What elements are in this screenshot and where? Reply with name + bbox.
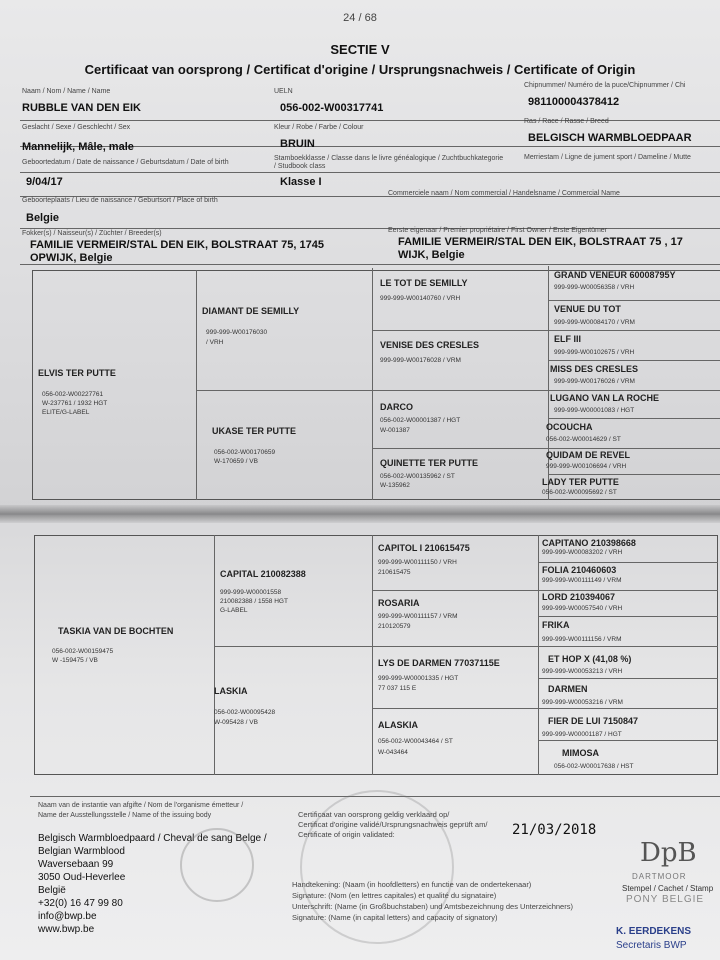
- sd-name: UKASE TER PUTTE: [212, 426, 297, 436]
- signature-label-1: Handtekening: (Naam (in hoofdletters) en functie van de ondertekenaar): [292, 880, 532, 889]
- grid-line: [538, 562, 718, 563]
- owner-label: Eerste eigenaar / Premier propriétaire / First Owner / Erste Eigentümer: [388, 227, 608, 234]
- sire-gg-2-id: 999-999-W00084170 / VRM: [554, 319, 635, 326]
- sdd-id: 056-002-W00135962 / ST: [380, 473, 455, 480]
- studbook-value: Klasse I: [280, 176, 322, 188]
- issuer-line: info@bwp.be: [38, 911, 97, 922]
- ueln-value: 056-002-W00317741: [280, 102, 384, 114]
- certificate-title: Certificaat van oorsprong / Certificat d'origine / Ursprungsnachweis / Certificate of Origin: [84, 62, 636, 77]
- bwp-stamp-seal: [180, 828, 254, 902]
- grid-line: [372, 590, 718, 591]
- studbook-label: Stamboekklasse / Classe dans le livre généalogique / Zuchtbuchkategorie / Studbook class: [274, 155, 504, 170]
- sire-gg-8-name: LADY TER PUTTE: [542, 477, 619, 487]
- sds-info: W-001387: [380, 427, 410, 434]
- commercial-name-label: Commerciele naam / Nom commercial / Handelsname / Commercial Name: [388, 190, 620, 197]
- dsd-info: 210120579: [378, 623, 411, 630]
- validated-label-1: Certificaat van oorsprong geldig verklaard op/: [298, 810, 450, 819]
- dam-gg-5-id: 999-999-W00053213 / VRH: [542, 668, 623, 675]
- ssd-name: VENISE DES CRESLES: [380, 340, 480, 350]
- sire-gg-1-id: 999-999-W00056358 / VRH: [554, 284, 635, 291]
- ds-name: CAPITAL 210082388: [220, 569, 306, 579]
- signature-label-3: Unterschrift: (Name (in Großbuchstaben) und Amtsbezeichnung des Unterzeichners): [292, 902, 573, 911]
- dam-gg-4-name: FRIKA: [542, 620, 570, 630]
- ds-label: G-LABEL: [220, 607, 248, 614]
- dam-gg-2-name: FOLIA 210460603: [542, 565, 617, 575]
- colour-value: BRUIN: [280, 138, 315, 150]
- dsd-name: ROSARIA: [378, 598, 420, 608]
- dam-studbook: W -159475 / VB: [52, 657, 98, 664]
- grid-line: [372, 330, 720, 331]
- sire-gg-3-id: 999-999-W00102675 / VRH: [554, 349, 635, 356]
- dam-gg-4-id: 999-999-W00111156 / VRM: [542, 636, 622, 643]
- dsd-id: 999-999-W00111157 / VRM: [378, 613, 458, 620]
- sire-gg-3-name: ELF III: [554, 334, 581, 344]
- signature-label-2: Signature: (Nom (en lettres capitales) et qualité du signataire): [292, 891, 497, 900]
- grid-line: [548, 418, 720, 419]
- grid-line: [214, 646, 718, 647]
- dam-gg-2-id: 999-999-W00111149 / VRM: [542, 577, 622, 584]
- horse-name: RUBBLE VAN DEN EIK: [22, 102, 141, 114]
- sdd-info: W-135962: [380, 482, 410, 489]
- dob-value: 9/04/17: [26, 176, 63, 188]
- issuer-line: Waversebaan 99: [38, 859, 114, 870]
- issuer-line: +32(0) 16 47 99 80: [38, 898, 123, 909]
- sire-gg-5-id: 999-999-W00001083 / HGT: [554, 407, 635, 414]
- sire-gg-1-name: GRAND VENEUR 60008795Y: [554, 270, 676, 280]
- breed-label: Ras / Race / Rasse / Breed: [524, 118, 609, 125]
- sire-gg-4-name: MISS DES CRESLES: [550, 364, 639, 374]
- page-fold: [0, 505, 720, 523]
- sire-gg-6-name: OCOUCHA: [546, 422, 593, 432]
- dam-name: TASKIA VAN DE BOCHTEN: [58, 626, 174, 636]
- sire-studbook: W-237761 / 1932 HGT: [42, 400, 108, 407]
- dam-line-label: Merriestam / Ligne de jument sport / Dameline / Mutte: [524, 154, 691, 161]
- dd-id: 056-002-W00095428: [214, 709, 276, 716]
- validated-label-2: Certificat d'origine validé/Ursprungsnachweis geprüft am/: [298, 820, 488, 829]
- sire-gg-7-id: 999-999-W00106694 / VRH: [546, 463, 627, 470]
- validated-label-3: Certificate of origin validated:: [298, 830, 395, 839]
- sex-label: Geslacht / Sexe / Geschlecht / Sex: [22, 124, 131, 131]
- dam-gg-1-id: 999-999-W00083202 / VRH: [542, 549, 623, 556]
- issuer-line: Belgian Warmblood: [38, 846, 125, 857]
- issuer-line: België: [38, 885, 66, 896]
- ddd-info: W-043464: [378, 749, 408, 756]
- ueln-label: UELN: [274, 88, 293, 95]
- sdd-name: QUINETTE TER PUTTE: [380, 458, 479, 468]
- dss-info: 210615475: [378, 569, 411, 576]
- dss-id: 999-999-W00111150 / VRH: [378, 559, 457, 566]
- grid-line: [196, 390, 720, 391]
- grid-line: [548, 474, 720, 475]
- sire-gg-8-id: 056-002-W00095692 / ST: [542, 489, 617, 496]
- dob-label: Geboortedatum / Date de naissance / Geburtsdatum / Date of birth: [22, 159, 229, 166]
- grid-line: [538, 740, 718, 741]
- dam-gg-6-id: 999-999-W00053216 / VRM: [542, 699, 623, 706]
- dds-id: 999-999-W00001335 / HGT: [378, 675, 459, 682]
- pob-value: Belgie: [26, 212, 60, 224]
- sex-value: Mannelijk, Mâle, male: [22, 141, 134, 153]
- sss-name: LE TOT DE SEMILLY: [380, 278, 468, 288]
- sire-name: ELVIS TER PUTTE: [38, 368, 116, 378]
- grid-line: [372, 535, 373, 775]
- grid-line: [20, 172, 720, 173]
- pob-label: Geboorteplaats / Lieu de naissance / Geburtsort / Place of birth: [22, 197, 218, 204]
- ds-id: 999-999-W00001558: [220, 589, 282, 596]
- dpb-logo-line-2: PONY BELGIE: [626, 894, 705, 905]
- issuer-line: Belgisch Warmbloedpaard / Cheval de sang Belge /: [38, 833, 267, 844]
- grid-line: [20, 228, 720, 229]
- sire-gg-2-name: VENUE DU TOT: [554, 304, 621, 314]
- dds-info: 77 037 115 E: [378, 685, 417, 692]
- ssd-id: 999-999-W00176028 / VRM: [380, 357, 461, 364]
- stamp-label: Stempel / Cachet / Stamp: [622, 884, 714, 893]
- grid-line: [538, 678, 718, 679]
- sd-id: 056-002-W00170659: [214, 449, 276, 456]
- dd-name: LASKIA: [214, 686, 248, 696]
- colour-label: Kleur / Robe / Farbe / Colour: [274, 124, 364, 131]
- signer-title: Secretaris BWP: [616, 940, 687, 951]
- dam-gg-6-name: DARMEN: [548, 684, 588, 694]
- issuer-label-2: Name der Ausstellungsstelle / Name of the issuing body: [38, 812, 212, 819]
- ss-name: DIAMANT DE SEMILLY: [202, 306, 300, 316]
- grid-line: [214, 535, 215, 775]
- breeder-label: Fokker(s) / Naisseur(s) / Züchter / Breeder(s): [22, 230, 162, 237]
- dam-gg-1-name: CAPITANO 210398668: [542, 538, 636, 548]
- dam-gg-7-id: 999-999-W00001187 / HGT: [542, 731, 622, 738]
- dam-gg-8-name: MIMOSA: [562, 748, 599, 758]
- section-title: SECTIE V: [330, 42, 390, 57]
- grid-line: [538, 535, 539, 775]
- grid-line: [372, 448, 720, 449]
- owner-line-2: WIJK, Belgie: [398, 249, 465, 261]
- issuer-label-1: Naam van de instantie van afgifte / Nom de l'organisme émetteur /: [38, 802, 244, 809]
- ss-id: 999-999-W00176030: [206, 329, 268, 336]
- signer-name: K. EERDEKENS: [616, 926, 692, 937]
- dam-gg-3-id: 999-999-W00057540 / VRH: [542, 605, 623, 612]
- sire-gg-5-name: LUGANO VAN LA ROCHE: [550, 393, 659, 403]
- dam-gg-5-name: ET HOP X (41,08 %): [548, 654, 632, 664]
- ddd-name: ALASKIA: [378, 720, 418, 730]
- dss-name: CAPITOL I 210615475: [378, 543, 470, 553]
- validation-date: 21/03/2018: [512, 822, 597, 838]
- chip-label: Chipnummer/ Numéro de la puce/Chipnummer / Chi: [524, 82, 686, 89]
- dam-id: 056-002-W00159475: [52, 648, 114, 655]
- sire-gg-6-id: 056-002-W00014629 / ST: [546, 436, 621, 443]
- sss-id: 999-999-W00140760 / VRH: [380, 295, 461, 302]
- dam-gg-3-name: LORD 210394067: [542, 592, 616, 602]
- grid-line: [20, 120, 720, 121]
- sire-gg-7-name: QUIDAM DE REVEL: [546, 450, 631, 460]
- issuer-line: www.bwp.be: [38, 924, 95, 935]
- sire-gg-4-id: 999-999-W00176026 / VRM: [554, 378, 635, 385]
- sd-info: W-170659 / VB: [214, 458, 258, 465]
- grid-line: [538, 616, 718, 617]
- breeder-line-2: OPWIJK, Belgie: [30, 252, 113, 264]
- page-number: 24 / 68: [343, 12, 377, 24]
- sds-name: DARCO: [380, 402, 413, 412]
- ds-studbook: 210082388 / 1558 HGT: [220, 598, 288, 605]
- grid-line: [372, 268, 373, 500]
- ddd-id: 056-002-W00043464 / ST: [378, 738, 453, 745]
- grid-line: [372, 708, 718, 709]
- owner-line-1: FAMILIE VERMEIR/STAL DEN EIK, BOLSTRAAT 75 , 17: [398, 236, 683, 248]
- dpb-logo-line-1: DARTMOOR: [632, 872, 687, 881]
- issuer-line: 3050 Oud-Heverlee: [38, 872, 126, 883]
- dds-name: LYS DE DARMEN 77037115E: [378, 658, 500, 668]
- sire-id: 056-002-W00227761: [42, 391, 104, 398]
- grid-line: [548, 360, 720, 361]
- sire-label: ELITE/G-LABEL: [42, 409, 90, 416]
- grid-line: [548, 300, 720, 301]
- dpb-logo: DpB: [640, 838, 697, 868]
- grid-line: [196, 270, 197, 500]
- dam-gg-8-id: 056-002-W00017638 / HST: [554, 763, 634, 770]
- sds-id: 056-002-W00001387 / HGT: [380, 417, 461, 424]
- dd-info: W-095428 / VB: [214, 719, 258, 726]
- ss-info: / VRH: [206, 339, 224, 346]
- chip-value: 981100004378412: [528, 96, 620, 108]
- dam-gg-7-name: FIER DE LUI 7150847: [548, 716, 639, 726]
- breeder-line-1: FAMILIE VERMEIR/STAL DEN EIK, BOLSTRAAT 75, 1745: [30, 239, 324, 251]
- signature-label-4: Signature: (Name (in capital letters) and capacity of signatory): [292, 913, 498, 922]
- name-label: Naam / Nom / Name / Name: [22, 88, 111, 95]
- grid-line: [20, 264, 720, 265]
- breed-value: BELGISCH WARMBLOEDPAAR: [528, 132, 692, 144]
